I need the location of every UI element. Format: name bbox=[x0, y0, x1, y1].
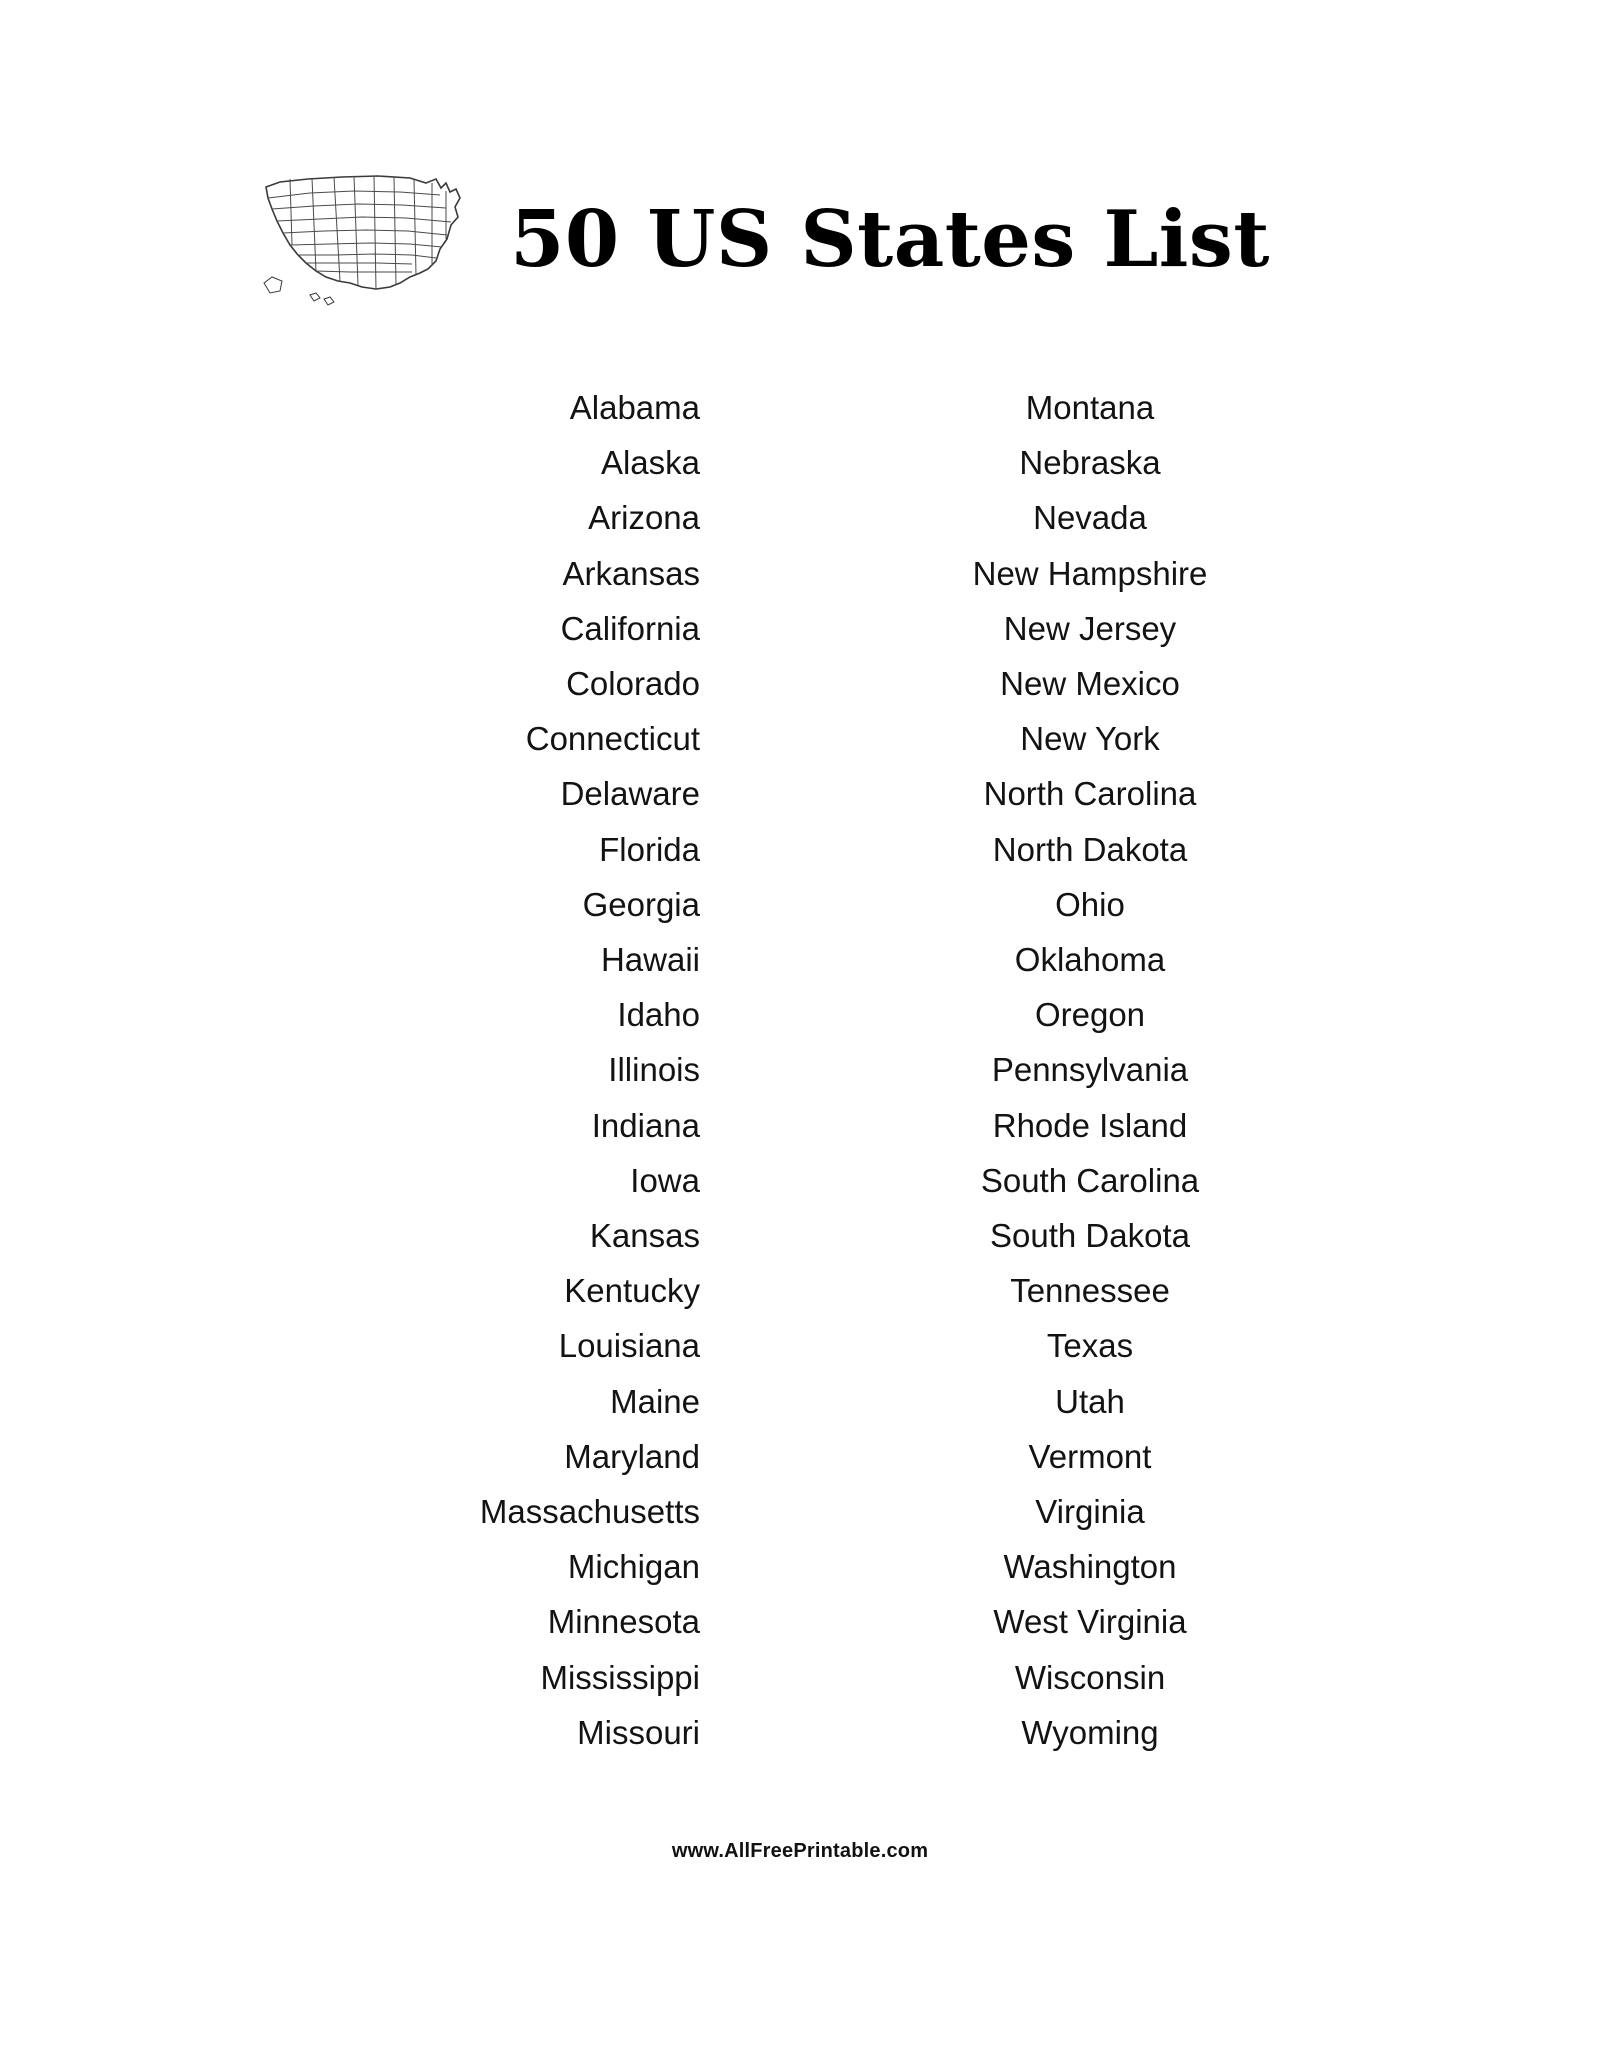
page-footer bbox=[0, 1840, 1600, 1863]
list-item: Kansas bbox=[589, 1217, 700, 1255]
list-item: Mississippi bbox=[540, 1658, 700, 1696]
list-item: Connecticut bbox=[525, 720, 700, 758]
header-inner bbox=[250, 149, 1270, 332]
list-item: North Dakota bbox=[992, 830, 1188, 868]
list-item: California bbox=[560, 609, 700, 647]
list-item: Maryland bbox=[564, 1437, 700, 1475]
page-title: 50 US States List bbox=[510, 194, 1270, 285]
states-column-right bbox=[800, 380, 1360, 1760]
list-item: New York bbox=[1020, 720, 1160, 758]
list-item: Texas bbox=[1046, 1327, 1134, 1365]
list-item: Kentucky bbox=[564, 1272, 700, 1310]
list-item: New Jersey bbox=[1003, 609, 1177, 647]
list-item: Arkansas bbox=[562, 554, 700, 592]
list-item: Rhode Island bbox=[992, 1106, 1188, 1144]
list-item: Maine bbox=[610, 1382, 700, 1420]
list-item: Alaska bbox=[600, 444, 700, 482]
list-item: Illinois bbox=[608, 1051, 700, 1089]
list-item: West Virginia bbox=[993, 1603, 1187, 1641]
list-item: Utah bbox=[1055, 1382, 1125, 1420]
list-item: Tennessee bbox=[1010, 1272, 1170, 1310]
list-item: Oregon bbox=[1034, 996, 1146, 1034]
states-columns bbox=[0, 380, 1600, 1760]
list-item: Massachusetts bbox=[479, 1493, 700, 1531]
list-item: South Carolina bbox=[980, 1161, 1200, 1199]
page-header bbox=[0, 150, 1600, 330]
list-item: Hawaii bbox=[600, 941, 700, 979]
list-item: Michigan bbox=[567, 1548, 700, 1586]
list-item: Nevada bbox=[1033, 499, 1147, 537]
list-item: Idaho bbox=[617, 996, 700, 1034]
list-item: Minnesota bbox=[547, 1603, 700, 1641]
list-item: Iowa bbox=[630, 1161, 700, 1199]
list-item: North Carolina bbox=[983, 775, 1197, 813]
list-item: Virginia bbox=[1035, 1493, 1145, 1531]
list-item: Montana bbox=[1025, 389, 1155, 426]
list-item: Vermont bbox=[1028, 1437, 1152, 1475]
list-item: Alabama bbox=[569, 389, 700, 426]
list-item: Delaware bbox=[560, 775, 700, 813]
us-map-outline-icon bbox=[250, 165, 480, 315]
list-item: Pennsylvania bbox=[991, 1051, 1189, 1089]
list-item: Ohio bbox=[1055, 885, 1125, 923]
list-item: Louisiana bbox=[558, 1327, 700, 1365]
list-item: Arizona bbox=[588, 499, 700, 537]
list-item: Wisconsin bbox=[1014, 1658, 1166, 1696]
list-item: Florida bbox=[599, 830, 700, 868]
list-item: Georgia bbox=[582, 885, 700, 923]
list-item: New Hampshire bbox=[972, 554, 1208, 592]
list-item: New Mexico bbox=[1000, 665, 1180, 703]
list-item: Wyoming bbox=[1021, 1713, 1159, 1751]
list-item: Indiana bbox=[591, 1106, 700, 1144]
list-item: Missouri bbox=[577, 1713, 700, 1751]
list-item: Oklahoma bbox=[1014, 941, 1166, 979]
footer-website-text: www.AllFreePrintable.com bbox=[671, 1840, 929, 1862]
list-item: Nebraska bbox=[1019, 444, 1161, 482]
list-item: South Dakota bbox=[990, 1217, 1190, 1255]
list-item: Colorado bbox=[566, 665, 700, 703]
states-column-left bbox=[240, 380, 800, 1760]
list-item: Washington bbox=[1003, 1548, 1177, 1586]
